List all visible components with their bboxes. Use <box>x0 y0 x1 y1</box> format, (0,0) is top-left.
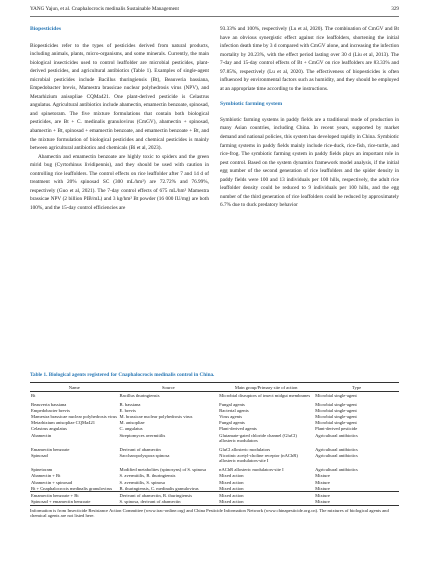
cell-type: Microbial single-agent <box>315 401 357 407</box>
table-row <box>30 444 399 453</box>
cell-name: Metarhizium anisopliae CQMa421 <box>31 420 96 426</box>
table-caption: Table 1. Biological agents registered for Cnaphalocrocis medinalis control in China. <box>30 372 215 378</box>
section-title-symbiotic-farming: Symbiotic farming system <box>220 101 283 108</box>
cell-name: Beauveria bassiana <box>31 401 67 407</box>
cell-source: S. spinosa, derivant of abamectin <box>119 499 219 506</box>
table-row <box>30 453 399 465</box>
body-paragraph: Biopesticides refer to the types of pesticides derived from natural products, including animals, plants, micro-organisms, and some minerals. Currently, the main biological insecticides used to control leaffolder are microbial pesticides, plant-derived pesticides, and agricultural antibiotics (Table 1). Examples of single-agent microbial pesticides include Bacillus thuringiensis (Bt), Beauveria bassiana, Empedobacter brevis, Mamestra brassicae nuclear polyhedrosis virus (NPV), and Metarhizium anisopliae CQMa421. One plant-derived pesticide is Celastrus angulatus. Agricultural antibiotics include abamectin, emamectin benzoate, spinosad, and spinetoram. The five mixture formulations that contain both biological pesticides, are Bt + C. medinalis granulovirus (CmGV), abamectin + spinosad, abamectin + Bt, spinosad + emamectin benzoate, and emamectin benzoate + Bt, and the mixture formulation of biological pesticides and chemical pesticides is mainly between agricultural antibiotics and chemicals (Bi et al, 2023). <box>30 42 209 152</box>
cell-source: B. thuringiensis, C. medinalis granulovirus <box>119 485 199 491</box>
table-body <box>30 392 399 505</box>
cell-type: Mixture <box>315 485 330 491</box>
cell-source: Modified metabolites (spinosyns) of S. spinosa <box>119 467 207 473</box>
table-footnote: Information is from Insecticide Resistance Action Committee (www.irac-online.org) and China Pesticide Information Network (www.chinapesticide.org.cn). The mixtures of biological agents and chemical agents are not listed here. <box>30 507 389 519</box>
cell-name: Spinosad + emamectin benzoate <box>30 499 119 506</box>
cell-type: Microbial single-agent <box>315 420 357 426</box>
cell-group: nAChR allosteric modulators-site I <box>219 467 284 473</box>
cell-group: Fungal agents <box>219 420 245 426</box>
left-column <box>30 25 209 212</box>
table-row <box>30 485 399 492</box>
cell-name: Bt <box>31 392 36 398</box>
cell-group: Mixed action <box>218 499 314 506</box>
table-row <box>30 499 399 506</box>
cell-source: B. bassiana <box>119 401 141 407</box>
cell-name: Bt + Cnaphalocrocis medinalis granulovirus <box>31 485 113 491</box>
body-paragraph: Abamectin and emamectin benzoate are highly toxic to spiders and the green mirid bug (Cyrtorhinus lividipennis), and they should be used with caution in controlling rice leaffolders. The control effects on rice leaffolder after 7 and 14 d of treatment with 20% spinosad SC (300 mL/hm²) are 72.72% and 76.99%, respectively (Guo et al, 2021). The 7-day control effects of 675 mL/hm² Mamestra brassicae NPV (2 billion PIB/mL) and 3 kg/hm² Bt powder (16 000 IU/mg) are both 100%, and the 15-day control efficiencies are <box>30 153 209 211</box>
cell-name: Spinetoram <box>31 467 53 473</box>
cell-source: Streptomyces avermitilis <box>119 432 166 438</box>
agents-table <box>30 382 399 506</box>
cell-source: Derivant of abamectin, B. thuringiensis <box>119 492 219 499</box>
cell-type: Microbial single-agent <box>315 413 357 419</box>
table-row <box>30 492 399 499</box>
table-row <box>30 432 399 444</box>
section-title-biopesticides: Biopesticides <box>30 26 62 32</box>
cell-name: Empedobacter brevis <box>31 407 70 413</box>
cell-source: C. angulatus <box>119 426 143 432</box>
cell-source: S. avermitilis, S. spinosa <box>119 479 165 485</box>
cell-source: Saccharopolyspora spinosa <box>119 452 170 458</box>
header-authors-title: YANG Yajun, et al. Cnaphalocrocis medinalis Sustainable Management <box>30 6 179 12</box>
cell-group: Plant-derived agents <box>219 426 257 432</box>
cell-name: Abamectin <box>31 432 52 438</box>
cell-group: Mixed action <box>219 485 244 491</box>
cell-name: Mamestra brassicae nuclear polyhedrosis virus <box>31 413 117 419</box>
cell-source: M. anisopliae <box>119 420 145 426</box>
cell-source: Derivant of abamectin <box>119 446 161 452</box>
cell-group: Fungal agents <box>219 401 245 407</box>
cell-source: E. brevis <box>119 407 136 413</box>
cell-group: Mixed action <box>219 479 244 485</box>
cell-type: Agricultural antibiotics <box>315 432 358 438</box>
cell-source: S. avermitilis, B. thuringiensis <box>119 473 176 479</box>
cell-source: M. brassicae nuclear polyhedrosis virus <box>119 413 193 419</box>
cell-group: GluCl allosteric modulators <box>219 446 271 452</box>
cell-type: Agricultural antibiotics <box>315 467 358 473</box>
cell-group: Mixed action <box>218 492 314 499</box>
cell-type: Microbial single-agent <box>315 407 357 413</box>
running-header <box>30 6 399 17</box>
cell-group: Nicotinic acetyl-choline receptor (nAChR) allosteric modulators-site I <box>219 452 298 464</box>
cell-type: Agricultural antibiotics <box>315 446 358 452</box>
column-header-type: Type <box>314 383 399 392</box>
cell-type: Agricultural antibiotics <box>315 452 358 458</box>
table-row <box>30 399 399 408</box>
column-header-source: Source <box>119 383 219 392</box>
table-row <box>30 392 399 399</box>
body-paragraph: Symbiotic farming systems in paddy fields are a traditional mode of production in many Asian countries, including China. In recent years, supported by market demand and national policies, this system has developed rapidly in China. Symbiotic farming systems in paddy fields mainly include rice-duck, rice-fish, rice-turtle, and rice-frog. The symbiotic farming system in paddy fields plays an important role in pest control. Based on the system dynamics framework model analysis, if the initial egg number of the second generation of rice leaffolders and the spider density in paddy fields were 100 and 13 individuals per 100 hills, respectively, the adult rice leaffolder density could be reduced to 9 individuals per 100 hills, and the egg number of the third generation of rice leaffolders could be reduced by approximately 6.7% due to duck predatory behavior <box>220 116 399 209</box>
cell-group: Mixed action <box>219 473 244 479</box>
cell-type: Mixture <box>315 479 330 485</box>
body-paragraph: 93.33% and 100%, respectively (Lu et al, 2020). The combination of CmGV and Bt have an obvious synergistic effect against rice leaffolders, shortening the initial infection death time by 3 d compared with CmGV alone, and increasing the infection mortality by 20.23%, with the effect period lasting over 30 d (Liu et al, 2013). The 7-day and 15-day control effects of Bt + CmGV on rice leaffolders are 83.33% and 97.85%, respectively (Lu et al, 2020). The effectiveness of biopesticides is often influenced by environmental factors such as humidity, and they should be employed at an appropriate time according to the instructions. <box>220 26 399 92</box>
cell-name: Emamectin benzoate <box>31 446 70 452</box>
right-column <box>220 25 399 210</box>
cell-group: Virus agents <box>219 413 242 419</box>
cell-group: Microbial disruptors of insect midgut membranes <box>219 392 311 398</box>
cell-group: Bacterial agents <box>219 407 249 413</box>
cell-type: Plant-derived pesticide <box>315 426 358 432</box>
cell-source: Bacillus thuringiensis <box>119 392 160 398</box>
table-1 <box>30 371 399 519</box>
table-header-row <box>30 383 399 392</box>
cell-group: Glutamate-gated chloride channel (GluCl) allosteric modulators <box>219 432 297 443</box>
page-number: 329 <box>391 6 399 12</box>
cell-name: Abamectin + Bt <box>31 473 61 479</box>
column-header-name: Name <box>30 383 119 392</box>
cell-type: Mixture <box>314 492 399 499</box>
column-header-group: Main group/Primary site of action <box>218 383 314 392</box>
cell-type: Mixture <box>314 499 399 506</box>
cell-name: Celastrus angulatus <box>31 426 67 432</box>
cell-name: Spinosad <box>31 452 48 458</box>
cell-type: Microbial single-agent <box>315 392 357 398</box>
table-row <box>30 464 399 473</box>
cell-name: Abamectin + spinosad <box>31 479 73 485</box>
cell-name: Emamectin benzoate + Bt <box>30 492 119 499</box>
cell-type: Mixture <box>315 473 330 479</box>
